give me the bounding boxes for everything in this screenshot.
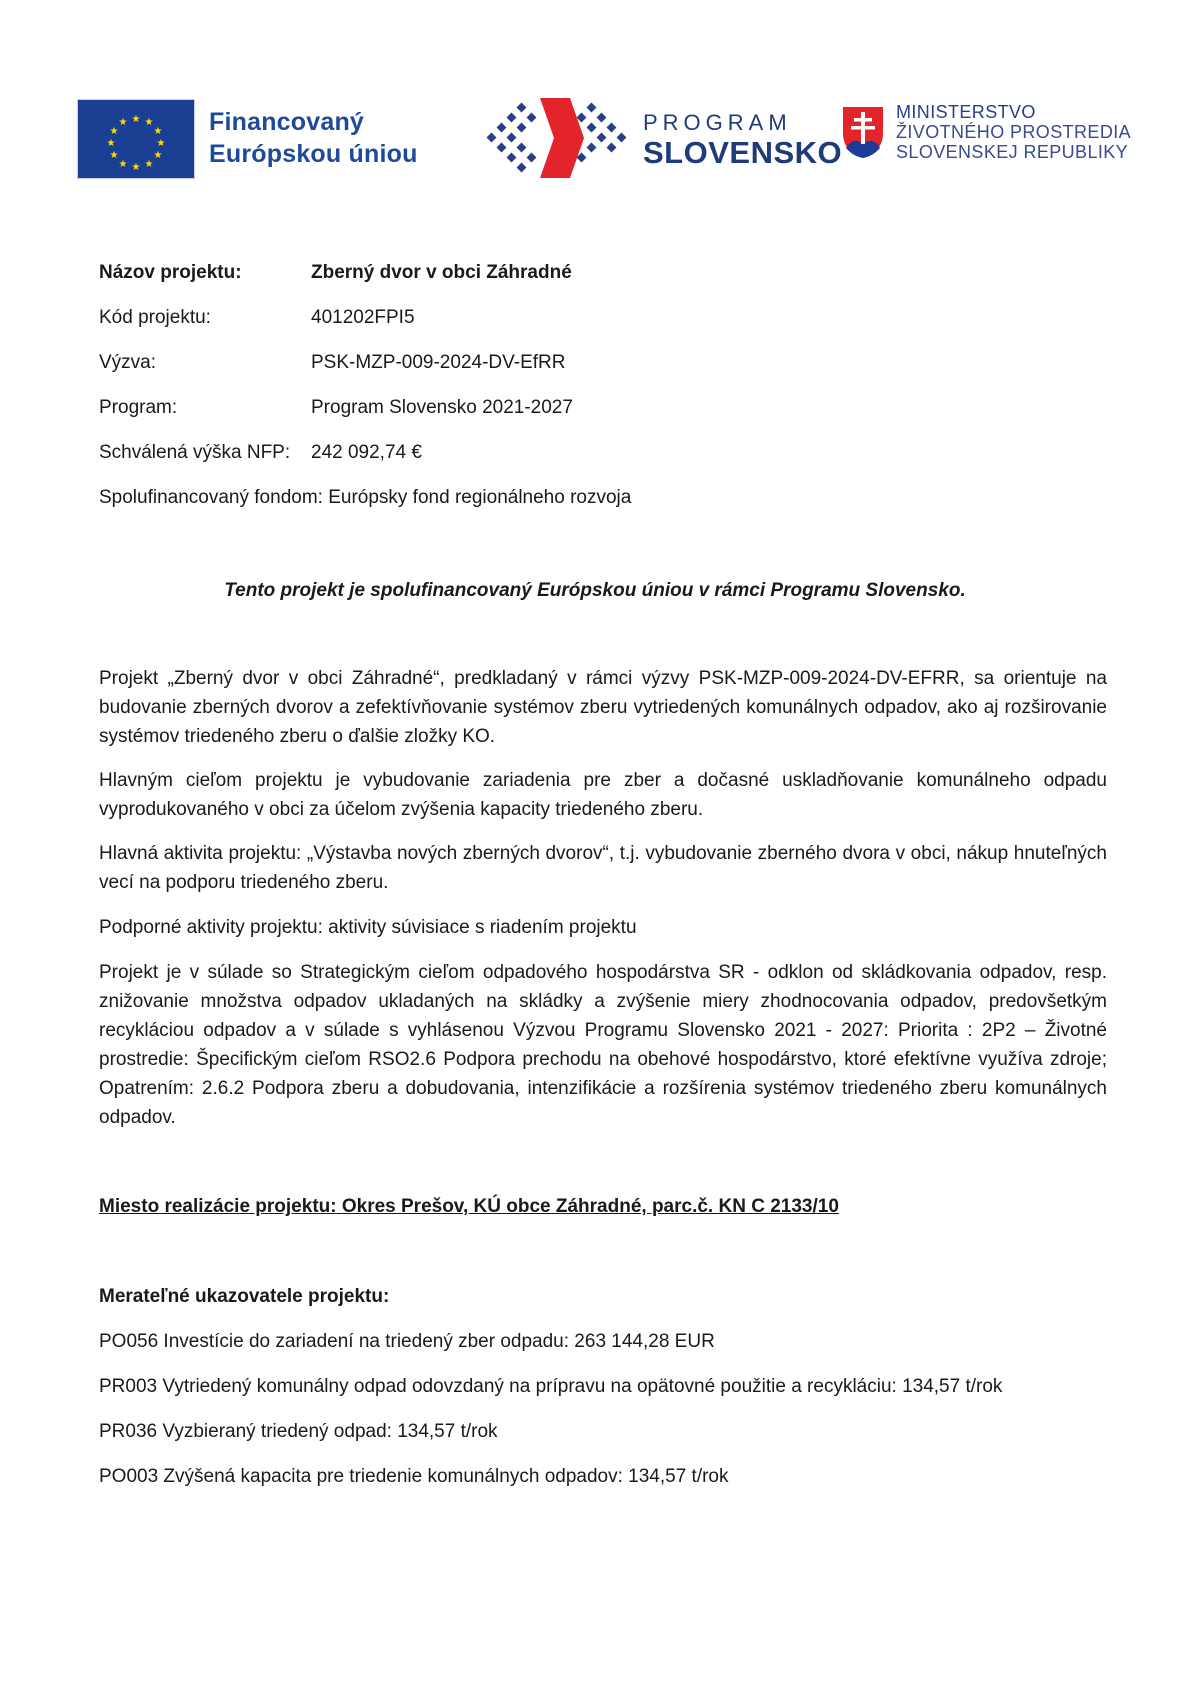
ministry-line-3: SLOVENSKEJ REPUBLIKY xyxy=(896,142,1129,162)
svg-text:★: ★ xyxy=(106,138,116,149)
indicator-item: PR036 Vyzbieraný triedený odpad: 134,57 t/rok xyxy=(99,1421,498,1442)
eu-funding-label xyxy=(209,106,418,170)
paragraph-support-activities: Podporné aktivity projektu: aktivity súvisiace s riadením projektu xyxy=(99,917,637,938)
indicator-item: PO056 Investície do zariadení na triedený zber odpadu: 263 144,28 EUR xyxy=(99,1331,715,1352)
svg-text:★: ★ xyxy=(131,114,141,125)
indicator-item: PO003 Zvýšená kapacita pre triedenie komunálnych odpadov: 134,57 t/rok xyxy=(99,1466,729,1487)
project-location: Miesto realizácie projektu: Okres Prešov, KÚ obce Záhradné, parc.č. KN C 2133/10 xyxy=(99,1196,839,1217)
info-value: 242 092,74 € xyxy=(311,442,422,463)
eu-text-line-2: Európskou úniou xyxy=(209,140,418,168)
indicators-heading: Merateľné ukazovatele projektu: xyxy=(99,1286,390,1307)
paragraph-compliance: Projekt je v súlade so Strategickým cieľom odpadového hospodárstva SR - odklon od skládkovania odpadov, resp. znižovanie množstva odpadov ukladaných na skládky a zvýšenie miery zhodnocovania odpadov, predovšetkým recykláciou odpadov a v súlade s vyhlásenou Výzvou Programu Slovensko 2021 - 2027: Priorita : 2P2 – Životné prostredie: Špecifickým cieľom RSO2.6 Podpora prechodu na obehové hospodárstvo, ktoré efektívne využíva zdroje; Opatrením: 2.6.2 Podpora zberu a dobudovania, intenzifikácie a rozšírenia systémov triedeného zberu komunálnych odpadov. xyxy=(99,962,1107,1128)
paragraph-main-goal: Hlavným cieľom projektu je vybudovanie zariadenia pre zber a dočasné uskladňovanie komunálneho odpadu vyprodukovaného v obci za účelom zvýšenia kapacity triedeného zberu. xyxy=(99,770,1107,820)
info-label: Schválená výška NFP: xyxy=(99,442,291,463)
program-label: PROGRAM xyxy=(643,110,792,135)
cofinanced-text: Spolufinancovaný fondom: Európsky fond regionálneho rozvoja xyxy=(99,487,632,508)
paragraph-intro: Projekt „Zberný dvor v obci Záhradné“, predkladaný v rámci výzvy PSK-MZP-009-2024-DV-EFRR, sa orientuje na budovanie zberných dvorov a zefektívňovanie systémov zberu vytriedených komunálnych odpadov, ako aj rozširovanie systémov triedeného zberu o ďalšie zložky KO. xyxy=(99,668,1107,747)
info-label: Názov projektu: xyxy=(99,262,242,283)
svg-text:★: ★ xyxy=(109,150,119,161)
paragraph-main-activity: Hlavná aktivita projektu: „Výstavba nových zberných dvorov“, t.j. vybudovanie zberného dvora v obci, nákup hnuteľných vecí na podporu triedeného zberu. xyxy=(99,843,1107,893)
header-logos xyxy=(78,96,1138,192)
svg-text:★: ★ xyxy=(118,159,128,170)
svg-text:★: ★ xyxy=(153,150,163,161)
eu-flag-logo xyxy=(78,100,194,178)
ministry-label xyxy=(896,102,1131,162)
program-slovensko-emblem-icon xyxy=(484,94,630,182)
indicator-item: PR003 Vytriedený komunálny odpad odovzdaný na prípravu na opätovné použitie a recykláciu: 134,57 t/rok xyxy=(99,1376,1003,1397)
program-slovensko-label xyxy=(643,110,842,170)
info-value: 401202FPI5 xyxy=(311,307,415,328)
svg-text:★: ★ xyxy=(144,117,154,128)
svg-text:★: ★ xyxy=(153,126,163,137)
slovensko-label: SLOVENSKO xyxy=(643,135,843,170)
ministry-line-2: ŽIVOTNÉHO PROSTREDIA xyxy=(896,122,1132,142)
svg-text:★: ★ xyxy=(109,126,119,137)
info-value: Zberný dvor v obci Záhradné xyxy=(311,262,572,283)
info-value: Program Slovensko 2021-2027 xyxy=(311,397,573,418)
slovak-coat-of-arms-icon xyxy=(840,104,886,160)
info-label: Výzva: xyxy=(99,352,157,373)
svg-text:★: ★ xyxy=(144,159,154,170)
svg-text:★: ★ xyxy=(118,117,128,128)
eu-text-line-1: Financovaný xyxy=(209,108,365,136)
svg-text:★: ★ xyxy=(156,138,166,149)
info-value: PSK-MZP-009-2024-DV-EfRR xyxy=(311,352,566,373)
info-label: Kód projektu: xyxy=(99,307,211,328)
ministry-line-1: MINISTERSTVO xyxy=(896,102,1036,122)
cofinancing-tagline: Tento projekt je spolufinancovaný Európskou úniou v rámci Programu Slovensko. xyxy=(224,580,966,601)
svg-text:★: ★ xyxy=(131,162,141,173)
info-label: Program: xyxy=(99,397,178,418)
eu-stars-icon xyxy=(78,100,194,178)
